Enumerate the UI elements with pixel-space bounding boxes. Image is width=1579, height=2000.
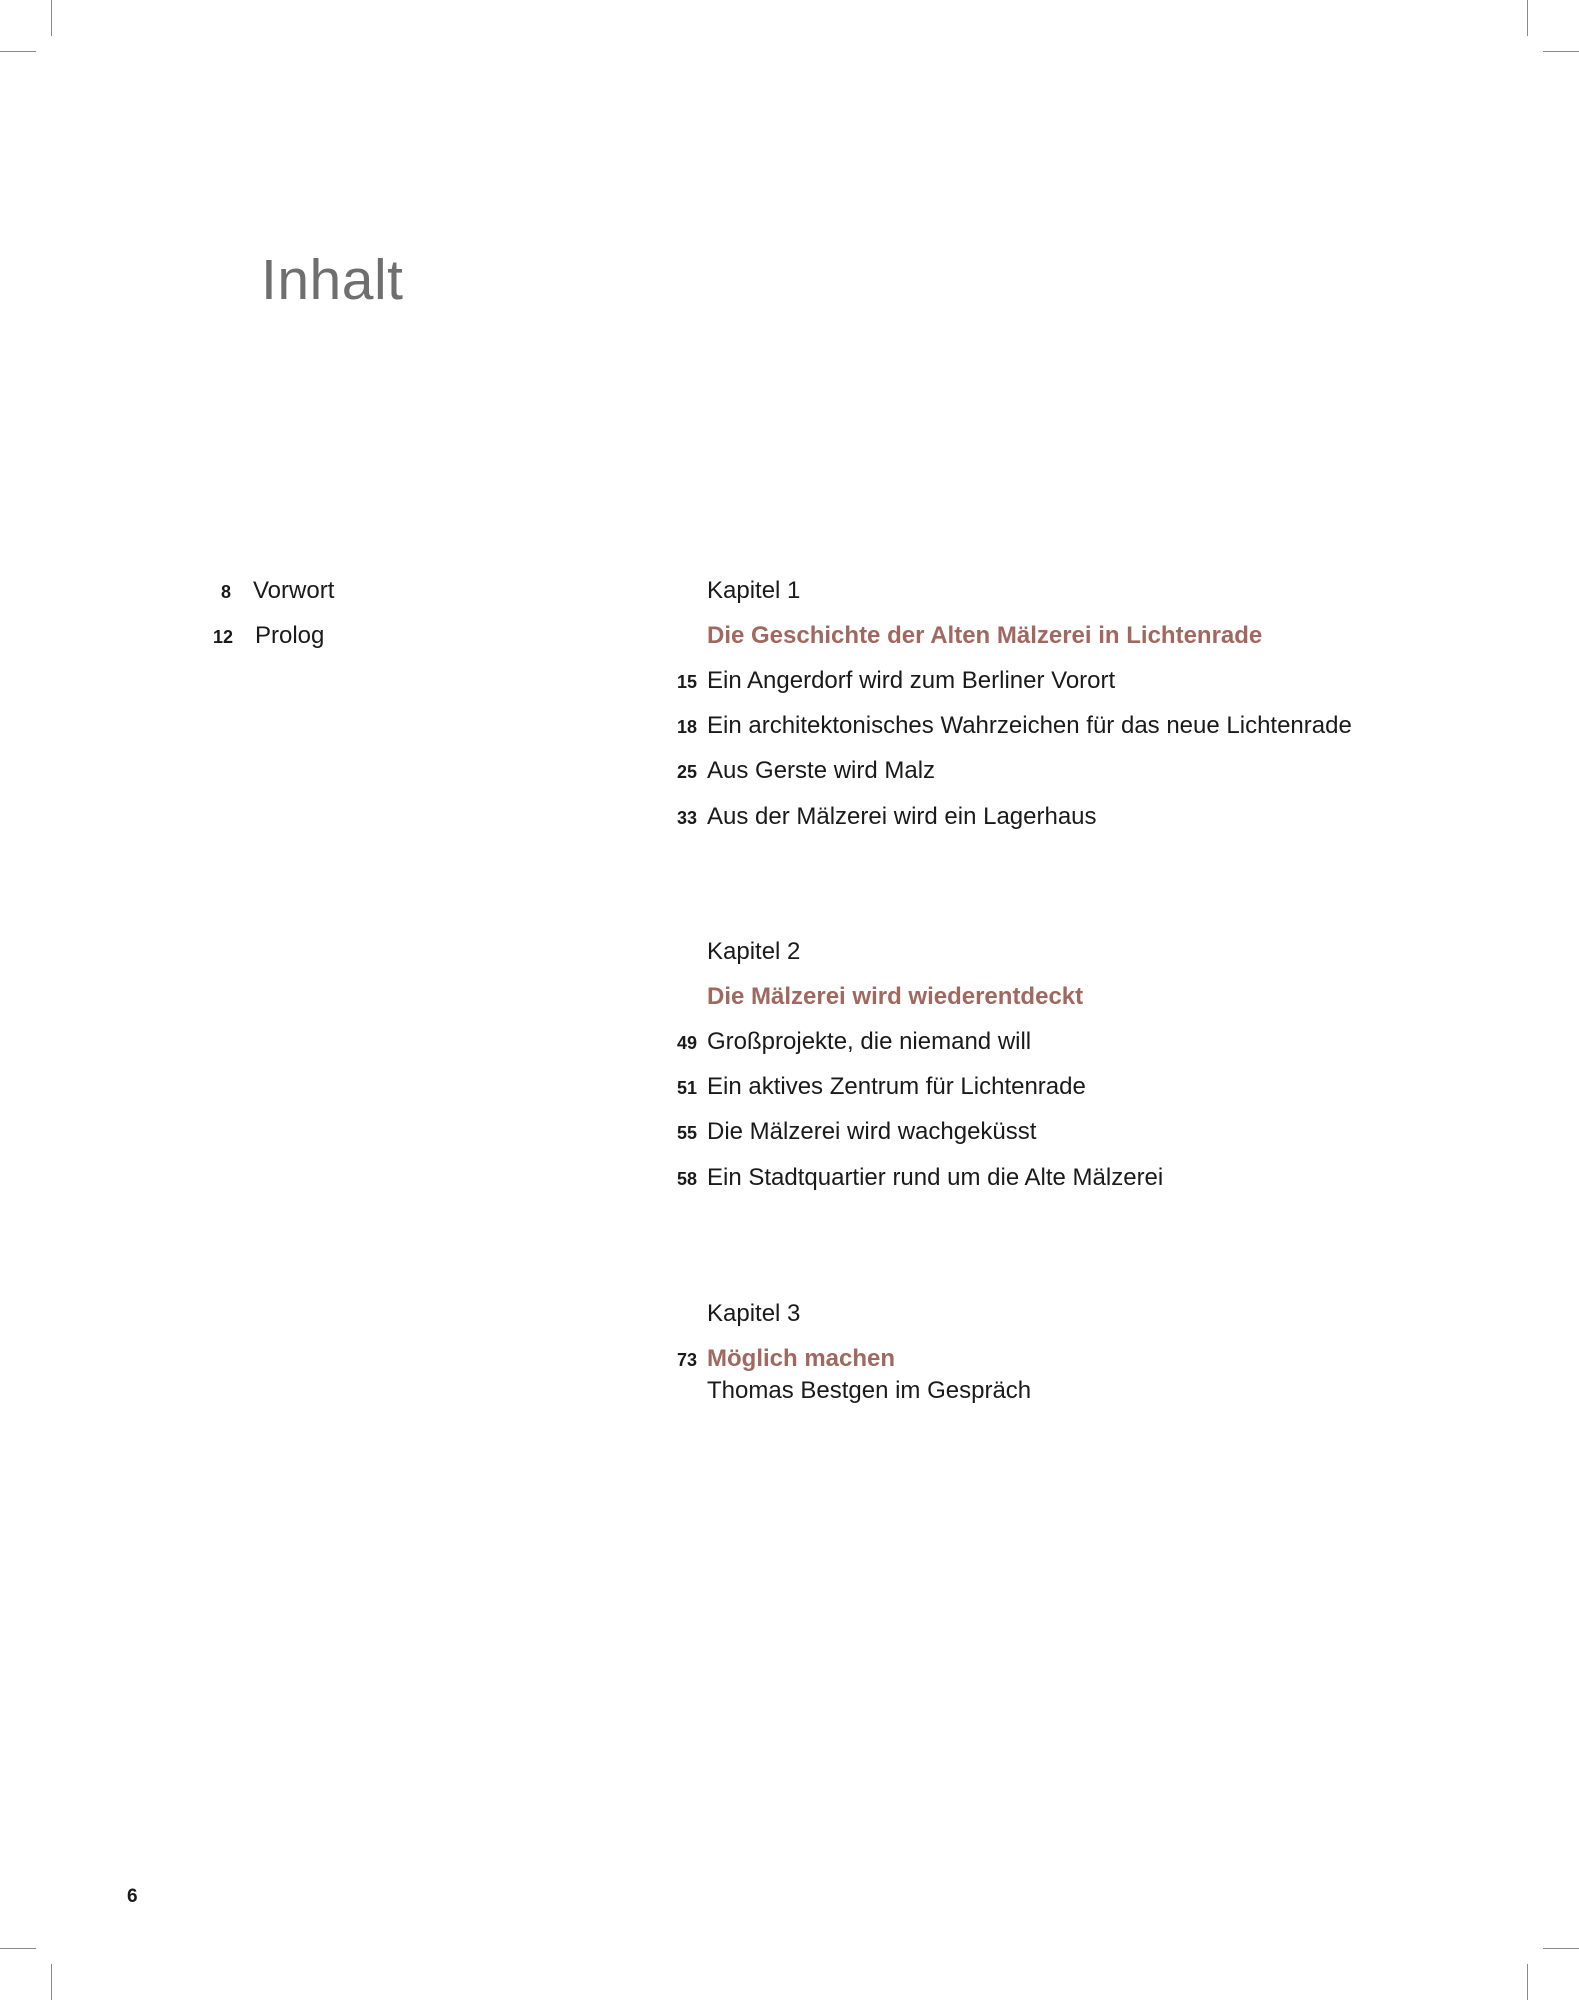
toc-page-number: 73 bbox=[676, 1350, 697, 1370]
crop-mark-bottom-left-horizontal bbox=[0, 1948, 36, 1949]
toc-page-number: 58 bbox=[676, 1169, 697, 1189]
toc-page-number: 12 bbox=[212, 627, 233, 647]
crop-mark-top-left-vertical bbox=[51, 0, 52, 36]
chapter-2-title: Die Mälzerei wird wiederentdeckt bbox=[707, 983, 1084, 1010]
page-number: 6 bbox=[127, 1886, 138, 1907]
crop-mark-top-left-horizontal bbox=[0, 51, 36, 52]
toc-page-number: 33 bbox=[676, 808, 697, 828]
crop-mark-bottom-right-horizontal bbox=[1543, 1948, 1579, 1949]
toc-page-number: 49 bbox=[676, 1033, 697, 1053]
chapter-3-label: Kapitel 3 bbox=[707, 1300, 801, 1327]
crop-mark-top-right-horizontal bbox=[1543, 51, 1579, 52]
chapter-3-subtitle: Thomas Bestgen im Gespräch bbox=[707, 1377, 1032, 1404]
chapter-2-label: Kapitel 2 bbox=[707, 938, 801, 965]
toc-page-number: 51 bbox=[676, 1078, 697, 1098]
chapter-1-title: Die Geschichte der Alten Mälzerei in Lichtenrade bbox=[707, 622, 1263, 649]
toc-entry-vorwort: Vorwort bbox=[253, 577, 335, 604]
toc-entry: Großprojekte, die niemand will bbox=[707, 1028, 1032, 1055]
toc-entry: Ein Angerdorf wird zum Berliner Vorort bbox=[707, 667, 1116, 694]
crop-mark-top-right-vertical bbox=[1527, 0, 1528, 36]
toc-page-number: 25 bbox=[676, 762, 697, 782]
toc-page-number: 18 bbox=[676, 717, 697, 737]
crop-mark-bottom-left-vertical bbox=[51, 1964, 52, 2000]
chapter-1-label: Kapitel 1 bbox=[707, 577, 801, 604]
toc-entry: Aus der Mälzerei wird ein Lagerhaus bbox=[707, 803, 1097, 830]
toc-entry: Ein aktives Zentrum für Lichtenrade bbox=[707, 1073, 1086, 1100]
toc-entry: Ein architektonisches Wahrzeichen für das neue Lichtenrade bbox=[707, 712, 1352, 739]
toc-page-number: 15 bbox=[676, 672, 697, 692]
toc-entry: Ein Stadtquartier rund um die Alte Mälzerei bbox=[707, 1164, 1164, 1191]
toc-entry: Aus Gerste wird Malz bbox=[707, 757, 936, 784]
toc-entry: Die Mälzerei wird wachgeküsst bbox=[707, 1118, 1037, 1145]
toc-page-number: 8 bbox=[220, 582, 231, 602]
crop-mark-bottom-right-vertical bbox=[1527, 1964, 1528, 2000]
toc-entry-prolog: Prolog bbox=[255, 622, 325, 649]
page-title: Inhalt bbox=[261, 248, 404, 312]
toc-page-number: 55 bbox=[676, 1123, 697, 1143]
chapter-3-title: Möglich machen bbox=[707, 1345, 896, 1372]
